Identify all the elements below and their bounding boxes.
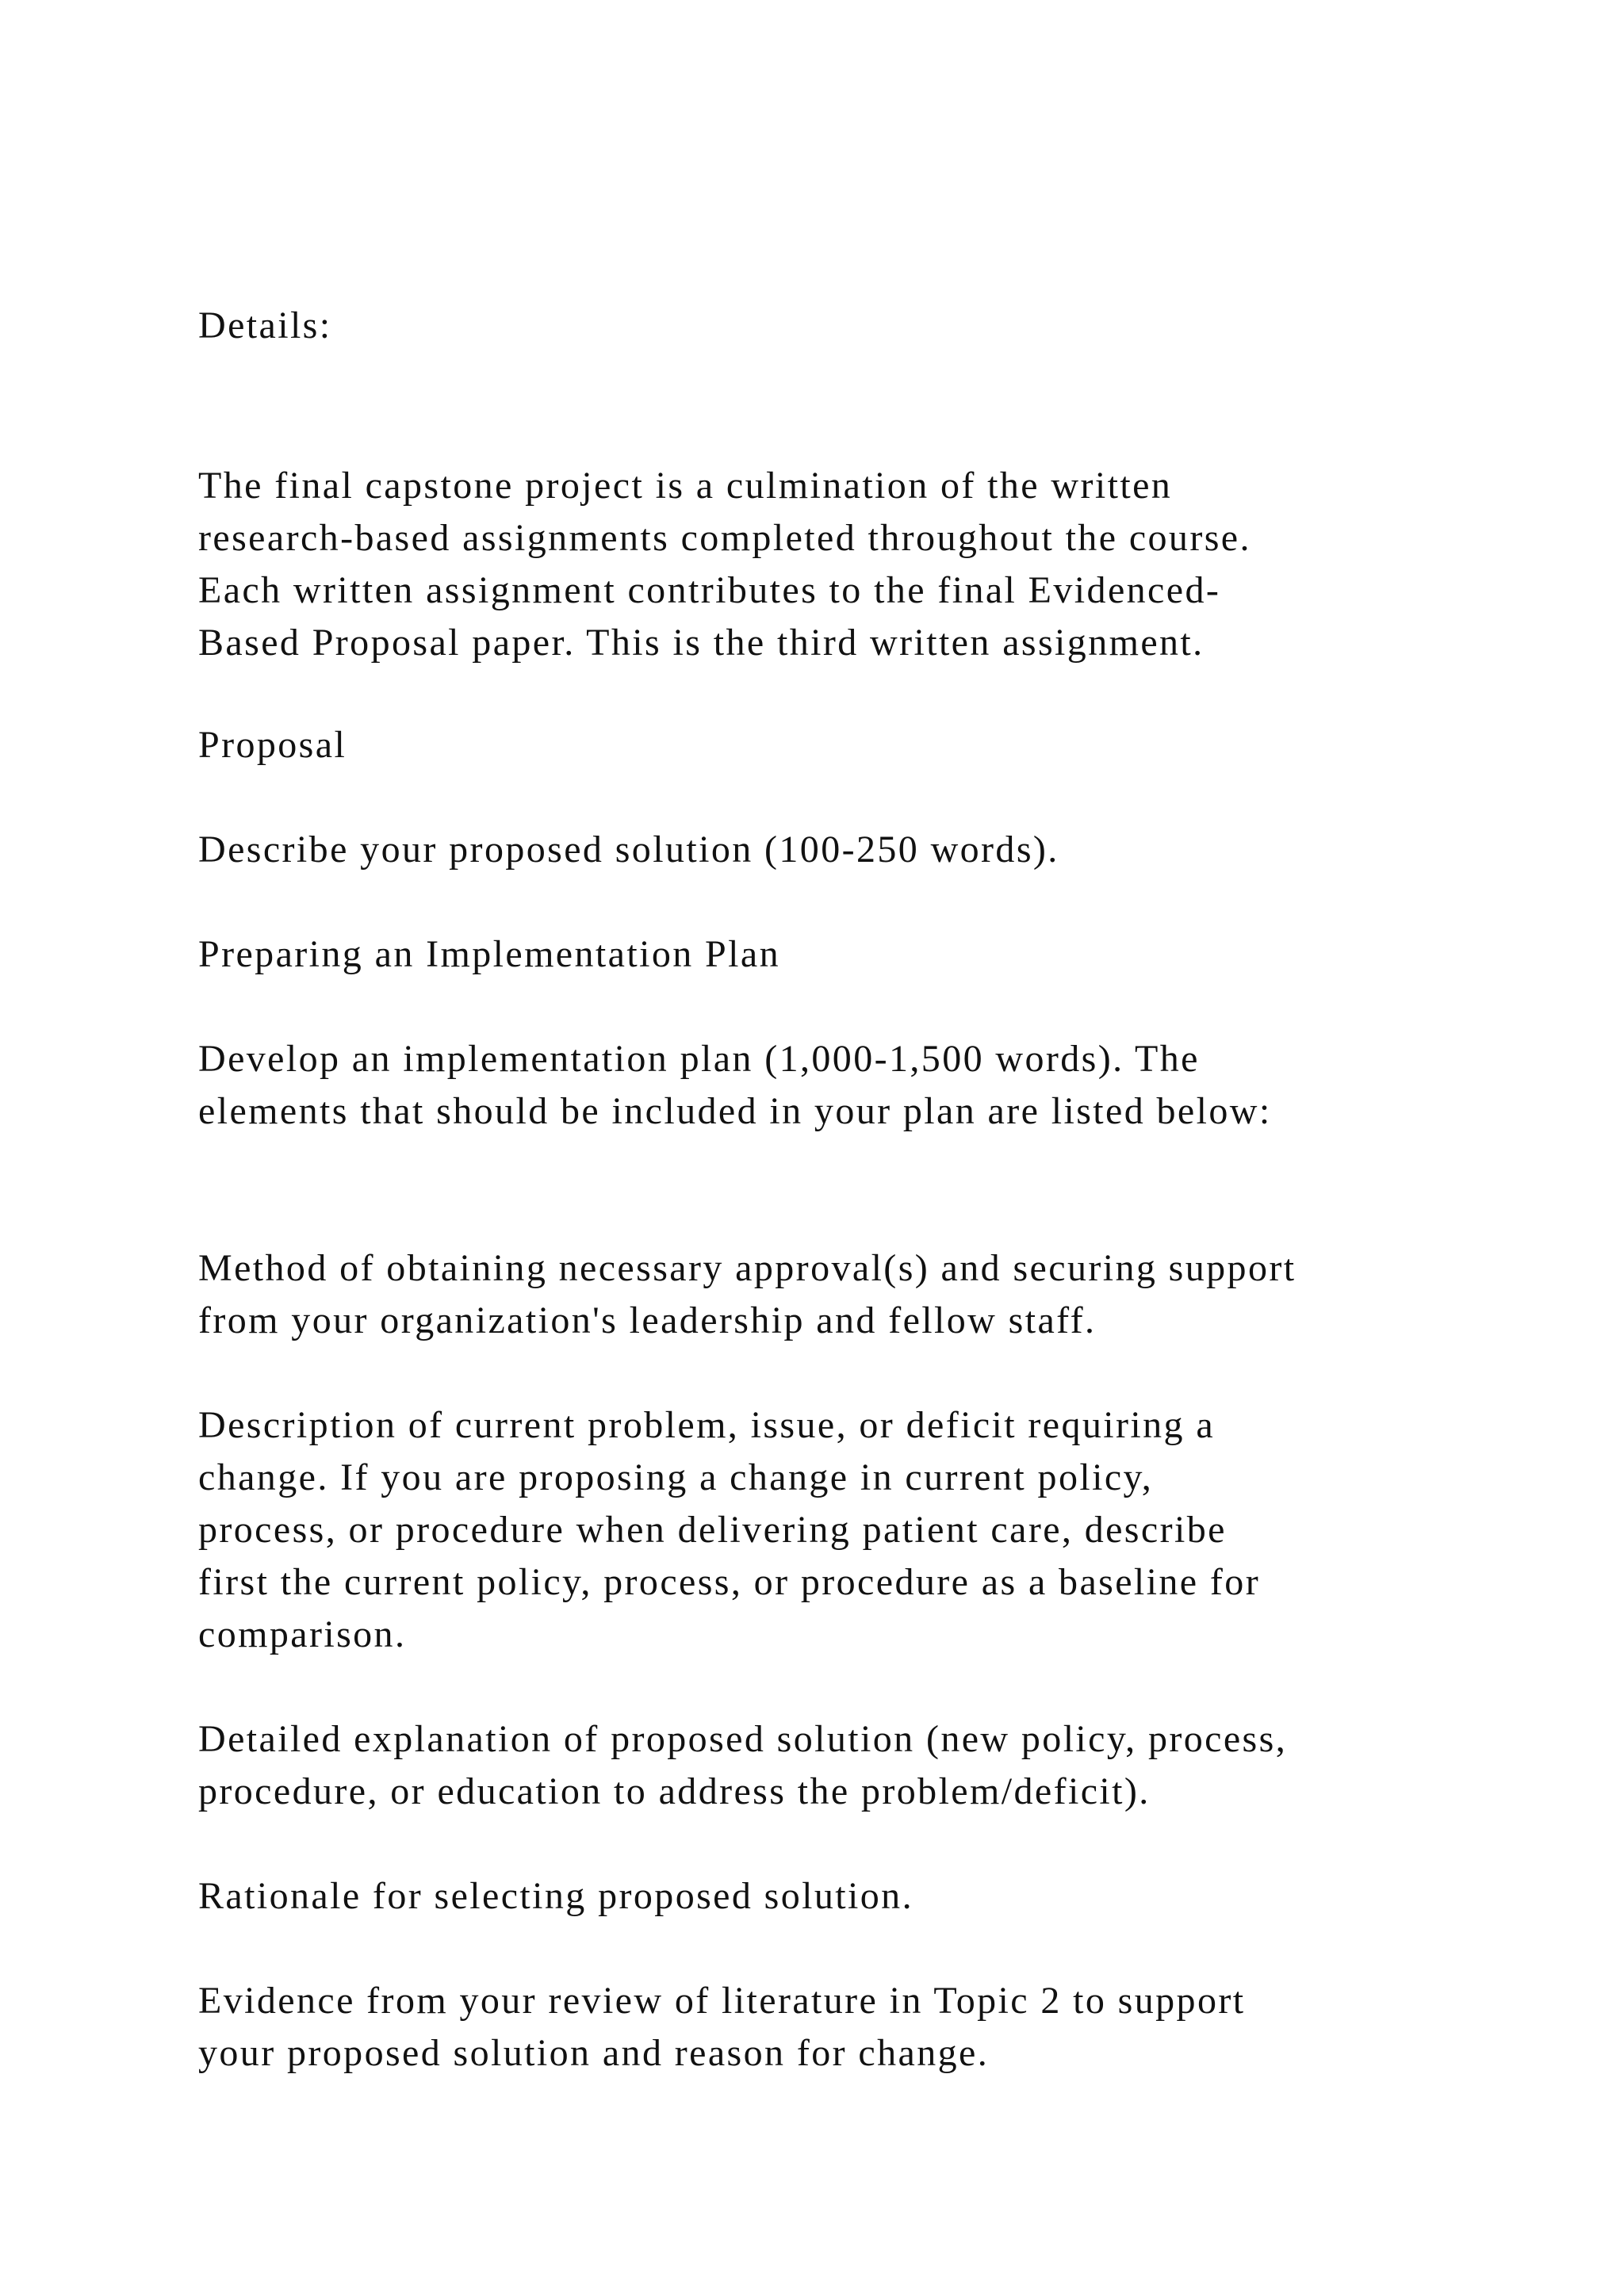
details-heading: Details: xyxy=(198,304,332,346)
proposal-heading: Proposal xyxy=(198,724,347,766)
item-approval: Method of obtaining necessary approval(s) and securing support from your organization's leadership and fellow staff. xyxy=(198,1247,1297,1341)
intro-paragraph: The final capstone project is a culmination of the written research-based assignments completed throughout the course. Each written assignment contributes to the final Evidenced- Based Proposal paper. This is the third written assignment. xyxy=(198,465,1251,664)
proposal-paragraph: Describe your proposed solution (100-250 words). xyxy=(198,828,1059,871)
item-solution: Detailed explanation of proposed solution (new policy, process, procedure, or education to address the problem/deficit). xyxy=(198,1718,1288,1812)
item-problem: Description of current problem, issue, or deficit requiring a change. If you are proposing a change in current policy, process, or procedure when delivering patient care, describe first the current policy, process, or procedure as a baseline for comparison. xyxy=(198,1404,1261,1655)
item-rationale: Rationale for selecting proposed solution. xyxy=(198,1875,914,1917)
item-evidence: Evidence from your review of literature in Topic 2 to support your proposed solution and reason for change. xyxy=(198,1980,1246,2074)
plan-heading: Preparing an Implementation Plan xyxy=(198,933,780,975)
plan-paragraph: Develop an implementation plan (1,000-1,500 words). The elements that should be included in your plan are listed below: xyxy=(198,1038,1272,1132)
